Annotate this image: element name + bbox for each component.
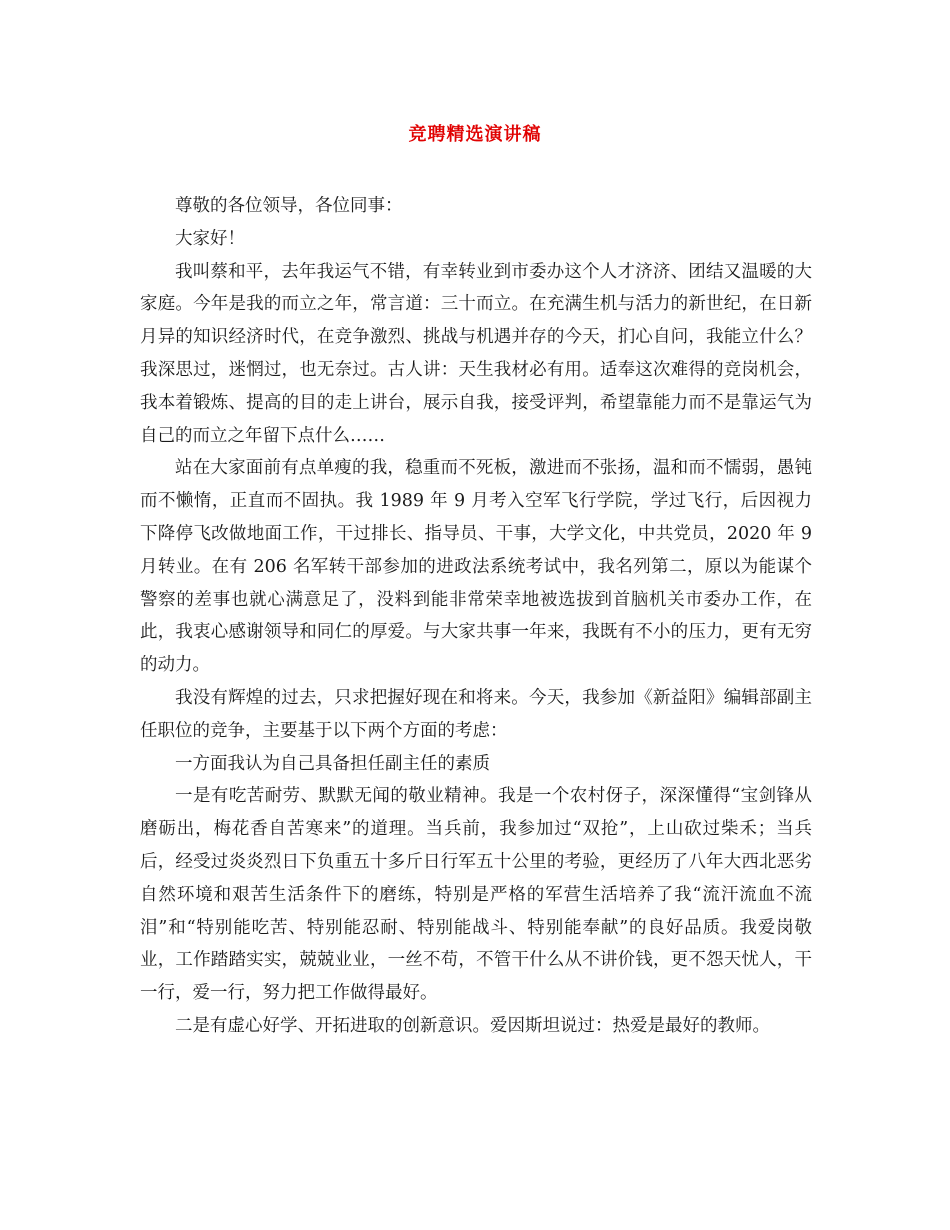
paragraph-point-one: 一是有吃苦耐劳、默默无闻的敬业精神。我是一个农村伢子，深深懂得“宝剑锋从磨砺出，梅花香自苦寒来”的道理。当兵前，我参加过“双抢”，上山砍过柴禾；当兵后，经受过炎炎烈日下负重五十多斤日行军五十公里的考验，更经历了八年大西北恶劣自然环境和艰苦生活条件下的磨练，特别是严格的军营生活培养了我“流汗流血不流泪”和“特别能吃苦、特别能忍耐、特别能战斗、特别能奉献”的良好品质。我爱岗敬业，工作踏踏实实，兢兢业业，一丝不苟，不管干什么从不讲价钱，更不怨天忧人，干一行，爱一行，努力把工作做得最好。 [140,786,812,1004]
paragraph-greeting: 大家好！ [175,228,245,249]
paragraph-introduction: 我叫蔡和平，去年我运气不错，有幸转业到市委办这个人才济济、团结又温暖的大家庭。今年是我的而立之年，常言道：三十而立。在充满生机与活力的新世纪，在日新月异的知识经济时代，在竞争激烈、挑战与机遇并存的今天，扪心自问，我能立什么？我深思过，迷惘过，也无奈过。古人讲：天生我材必有用。适奉这次难得的竞岗机会，我本着锻炼、提高的目的走上讲台，展示自我，接受评判，希望靠能力而不是靠运气为自己的而立之年留下点什么…… [140,261,812,446]
paragraph-motivation: 我没有辉煌的过去，只求把握好现在和将来。今天，我参加《新益阳》编辑部副主任职位的竞争，主要基于以下两个方面的考虑： [140,687,812,741]
paragraph-salutation: 尊敬的各位领导，各位同事： [175,196,403,216]
paragraph-section-heading: 一方面我认为自己具备担任副主任的素质 [175,753,490,774]
paragraph-background: 站在大家面前有点单瘦的我，稳重而不死板，激进而不张扬，温和而不懦弱，愚钝而不懒惰，正直而不固执。我 1989 年 9 月考入空军飞行学院，学过飞行，后因视力下降停飞改做地面工作，干过排长、指导员、干事，大学文化，中共党员，2020 年 9 月转业。在有 206 名军转干部参加的进政法系统考试中，我名列第二，原以为能谋个警察的差事也就心满意足了，没料到能非常荣幸地被选拔到首脑机关市委办工作，在此，我衷心感谢领导和同仁的厚爱。与大家共事一年来，我既有不小的压力，更有无穷的动力。 [140,458,812,676]
paragraph-point-two: 二是有虚心好学、开拓进取的创新意识。爱因斯坦说过：热爱是最好的教师。 [175,1015,770,1036]
document-body [140,190,812,1043]
document-title: 竞聘精选演讲稿 [408,124,542,145]
